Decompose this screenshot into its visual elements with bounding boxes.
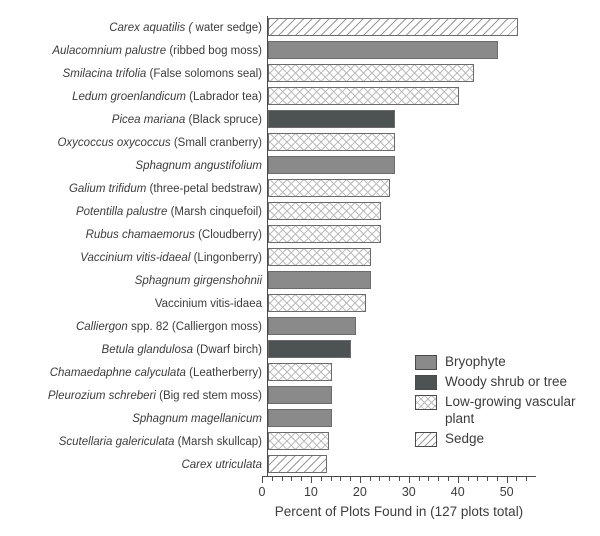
species-latin-name: Carex utriculata xyxy=(181,458,262,471)
x-tick-labels xyxy=(258,485,536,500)
legend-item xyxy=(415,394,590,426)
species-label xyxy=(0,390,267,402)
legend-item xyxy=(415,431,590,447)
chart-row xyxy=(0,154,600,177)
bar xyxy=(268,18,518,36)
chart-row xyxy=(0,177,600,200)
bar xyxy=(268,317,356,335)
chart-row xyxy=(0,108,600,131)
bar xyxy=(268,133,395,151)
species-label xyxy=(0,321,267,333)
species-label xyxy=(0,137,267,149)
bar-track xyxy=(267,269,542,292)
species-common-name: (Labrador tea) xyxy=(189,90,262,103)
legend-label: Bryophyte xyxy=(445,354,506,369)
tick-label: 20 xyxy=(352,485,367,499)
bar xyxy=(268,225,381,243)
legend xyxy=(415,354,590,451)
bar-track xyxy=(267,246,542,269)
legend-item xyxy=(415,354,590,370)
species-latin-name: Galium trifidum xyxy=(68,182,147,195)
bar-track xyxy=(267,292,542,315)
species-latin-name: Potentilla palustre xyxy=(75,205,168,218)
bar-track xyxy=(267,223,542,246)
species-common-name: (Small cranberry) xyxy=(173,136,262,149)
major-tick xyxy=(311,477,312,483)
major-tick xyxy=(458,477,459,483)
species-label xyxy=(0,22,267,34)
bar-track xyxy=(267,177,542,200)
minor-tick xyxy=(301,477,302,481)
minor-tick xyxy=(389,477,390,481)
bar xyxy=(268,409,332,427)
bar xyxy=(268,179,390,197)
major-tick xyxy=(409,477,410,483)
species-latin-name: Smilacina trifolia xyxy=(62,67,147,80)
species-label xyxy=(0,68,267,80)
species-common-name: (three-petal bedstraw) xyxy=(149,182,262,195)
species-common-name: spp. 82 (Calliergon moss) xyxy=(130,320,262,333)
species-common-name: (Marsh skullcap) xyxy=(177,435,262,448)
species-label xyxy=(0,114,267,126)
species-latin-name: Sphagnum girgenshohnii xyxy=(134,274,262,287)
chart-row xyxy=(0,292,600,315)
chart-row xyxy=(0,131,600,154)
bar xyxy=(268,64,474,82)
species-label xyxy=(0,413,267,425)
species-common-name: (False solomons seal) xyxy=(149,67,262,80)
minor-tick xyxy=(438,477,439,481)
chart-row xyxy=(0,223,600,246)
bar-track xyxy=(267,16,542,39)
species-latin-name: Picea mariana xyxy=(111,113,186,126)
chart-row xyxy=(0,62,600,85)
tick-label: 0 xyxy=(258,485,266,499)
minor-tick xyxy=(497,477,498,481)
legend-label: Sedge xyxy=(445,430,485,446)
species-latin-name: Oxycoccus oxycoccus xyxy=(57,136,171,149)
minor-tick xyxy=(487,477,488,481)
axis-spacer xyxy=(0,504,262,519)
species-label xyxy=(0,367,267,379)
vascular-swatch xyxy=(415,395,437,410)
bar-track xyxy=(267,62,542,85)
minor-tick xyxy=(526,477,527,481)
species-label xyxy=(0,252,267,264)
species-latin-name: Rubus chamaemorus xyxy=(85,228,195,241)
species-common-name: (Dwarf birch) xyxy=(196,343,262,356)
chart-row xyxy=(0,315,600,338)
species-label xyxy=(0,298,267,310)
minor-tick xyxy=(448,477,449,481)
minor-tick xyxy=(477,477,478,481)
bar xyxy=(268,294,366,312)
species-latin-name: Sphagnum magellanicum xyxy=(132,412,262,425)
major-tick xyxy=(360,477,361,483)
species-common-name: water sedge) xyxy=(195,21,262,34)
species-common-name: (ribbed bog moss) xyxy=(169,44,262,57)
species-latin-name: Chamaedaphne calyculata xyxy=(49,366,186,379)
species-latin-name: Pleurozium schreberi xyxy=(47,389,156,402)
woody-swatch xyxy=(415,375,437,390)
x-axis-title: Percent of Plots Found in (127 plots total) xyxy=(274,504,524,519)
species-latin-name: Carex aquatilis ( xyxy=(109,21,193,34)
chart-row xyxy=(0,269,600,292)
species-label xyxy=(0,229,267,241)
bar-track xyxy=(267,85,542,108)
chart-row xyxy=(0,246,600,269)
bar xyxy=(268,202,381,220)
species-latin-name: Vaccinium vitis-idaeal xyxy=(80,251,191,264)
minor-tick xyxy=(399,477,400,481)
species-latin-name: Ledum groenlandicum xyxy=(72,90,186,103)
species-common-name: (Big red stem moss) xyxy=(159,389,262,402)
tick-label: 10 xyxy=(303,485,318,499)
sedge-swatch xyxy=(415,432,437,447)
minor-tick xyxy=(468,477,469,481)
bar xyxy=(268,110,395,128)
species-label xyxy=(0,344,267,356)
major-tick xyxy=(262,477,263,483)
minor-tick xyxy=(331,477,332,481)
species-common-name: (Marsh cinquefoil) xyxy=(170,205,262,218)
tick-label: 30 xyxy=(401,485,416,499)
bar-track xyxy=(267,453,542,476)
major-tick xyxy=(507,477,508,483)
legend-label: Woody shrub or tree xyxy=(445,374,568,390)
minor-tick xyxy=(272,477,273,481)
species-latin-name: Aulacomnium palustre xyxy=(52,44,167,57)
species-common-name: (Black spruce) xyxy=(188,113,262,126)
bar xyxy=(268,455,327,473)
bar xyxy=(268,87,459,105)
x-axis xyxy=(262,476,536,485)
species-label xyxy=(0,275,267,287)
species-label xyxy=(0,206,267,218)
minor-tick xyxy=(379,477,380,481)
species-latin-name: Betula glandulosa xyxy=(101,343,193,356)
minor-tick xyxy=(350,477,351,481)
species-latin-name: Scutellaria galericulata xyxy=(58,435,175,448)
species-label xyxy=(0,183,267,195)
chart-row xyxy=(0,16,600,39)
species-label xyxy=(0,160,267,172)
bar xyxy=(268,248,371,266)
bar-track xyxy=(267,315,542,338)
chart-row xyxy=(0,85,600,108)
chart-row xyxy=(0,39,600,62)
bar-track xyxy=(267,108,542,131)
bar-track xyxy=(267,39,542,62)
bar-track xyxy=(267,154,542,177)
minor-tick xyxy=(428,477,429,481)
species-common-name: (Cloudberry) xyxy=(198,228,262,241)
minor-tick xyxy=(340,477,341,481)
bar xyxy=(268,432,329,450)
species-label xyxy=(0,436,267,448)
species-label xyxy=(0,45,267,57)
minor-tick xyxy=(291,477,292,481)
legend-label: Low-growing vascular plant xyxy=(445,394,576,426)
chart-row xyxy=(0,453,600,476)
species-common-name: (Lingonberry) xyxy=(193,251,262,264)
bryophyte-swatch xyxy=(415,355,437,370)
chart-row xyxy=(0,200,600,223)
species-latin-name: Calliergon xyxy=(75,320,128,333)
bar-track xyxy=(267,200,542,223)
legend-item xyxy=(415,374,590,390)
species-label xyxy=(0,91,267,103)
axis-spacer xyxy=(0,476,262,485)
bar-track xyxy=(267,131,542,154)
tick-label: 40 xyxy=(450,485,465,499)
tick-label: 50 xyxy=(499,485,514,499)
species-latin-name: Sphagnum angustifolium xyxy=(135,159,262,172)
minor-tick xyxy=(419,477,420,481)
axis-spacer xyxy=(0,485,262,500)
minor-tick xyxy=(282,477,283,481)
minor-tick xyxy=(321,477,322,481)
bar xyxy=(268,363,332,381)
species-common-name: (Leatherberry) xyxy=(189,366,262,379)
bar xyxy=(268,340,351,358)
species-common-name: Vaccinium vitis-idaea xyxy=(154,297,262,310)
bar xyxy=(268,386,332,404)
minor-tick xyxy=(370,477,371,481)
bar xyxy=(268,271,371,289)
species-label xyxy=(0,459,267,471)
bar xyxy=(268,156,395,174)
minor-tick xyxy=(516,477,517,481)
bar xyxy=(268,41,498,59)
